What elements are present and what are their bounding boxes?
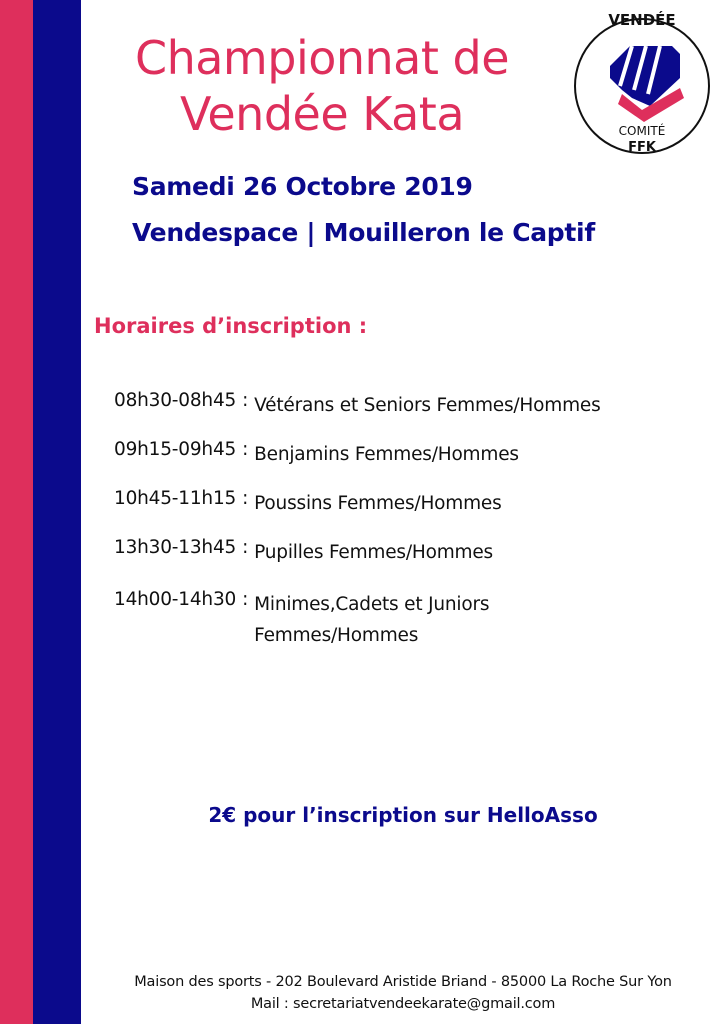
title-line-1: Championnat de [134, 31, 510, 85]
schedule-separator: : [242, 439, 249, 460]
schedule-separator: : [242, 537, 249, 558]
schedule-heading: Horaires d’inscription : [94, 314, 368, 338]
schedule-description: Pupilles Femmes/Hommes [254, 542, 493, 563]
title-line-2: Vendée Kata [179, 87, 465, 141]
schedule-row [114, 589, 489, 651]
karate-belt-icon [610, 46, 684, 122]
logo-brand-text: FFK [628, 140, 656, 155]
schedule-row [114, 439, 519, 470]
schedule-description: Benjamins Femmes/Hommes [254, 444, 519, 465]
footer-mail: Mail : secretariatvendeekarate@gmail.com [250, 996, 556, 1012]
schedule-row [114, 488, 502, 519]
schedule-separator: : [242, 390, 249, 411]
schedule-time: 09h15-09h45 [114, 439, 237, 460]
page-title [82, 30, 562, 142]
schedule-description: Vétérans et Seniors Femmes/Hommes [254, 395, 601, 416]
schedule-time: 14h00-14h30 [114, 589, 237, 610]
schedule-description-line-2: Femmes/Hommes [254, 625, 419, 646]
schedule-time: 13h30-13h45 [114, 537, 237, 558]
logo-bottom-text: COMITÉ [618, 124, 666, 138]
schedule-row [114, 537, 493, 568]
schedule-description: Poussins Femmes/Hommes [254, 493, 502, 514]
schedule-row [114, 390, 601, 421]
schedule-description-line-1: Minimes,Cadets et Juniors [254, 594, 490, 615]
schedule-time: 10h45-11h15 [114, 488, 237, 509]
left-stripe-red [0, 0, 33, 1024]
schedule-time: 08h30-08h45 [114, 390, 237, 411]
schedule-separator: : [242, 488, 249, 509]
schedule-separator: : [242, 589, 249, 610]
footer-address: Maison des sports - 202 Boulevard Aristide Briand - 85000 La Roche Sur Yon [134, 974, 672, 990]
event-venue: Vendespace | Mouilleron le Captif [132, 218, 595, 247]
schedule-description [254, 589, 489, 651]
event-date: Samedi 26 Octobre 2019 [132, 172, 473, 201]
logo-top-text: VENDÉE [608, 11, 676, 29]
comite-ffk-logo [572, 6, 712, 156]
left-stripe-blue [33, 0, 81, 1024]
registration-price: 2€ pour l’inscription sur HelloAsso [208, 803, 598, 827]
